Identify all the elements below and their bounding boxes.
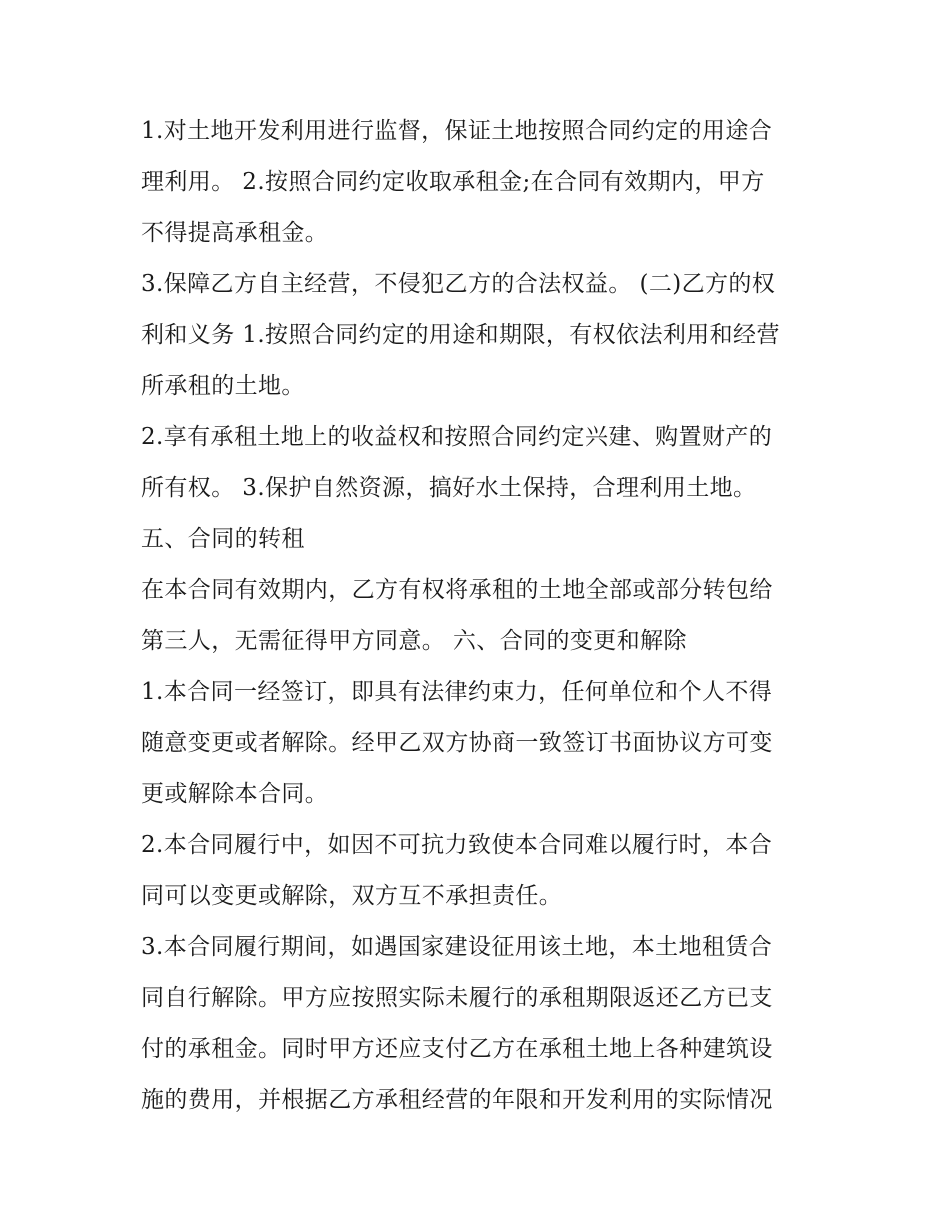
section-heading: 五、合同的转租 bbox=[141, 526, 305, 552]
text-line: 3.本合同履行期间，如遇国家建设征用该土地，本土地租赁合 bbox=[141, 934, 773, 960]
text-line: 付的承租金。同时甲方还应支付乙方在承租土地上各种建筑设 bbox=[141, 1036, 773, 1062]
text-line: 更或解除本合同。 bbox=[141, 781, 329, 807]
text-line: 2.享有承租土地上的收益权和按照合同约定兴建、购置财产的 bbox=[141, 424, 773, 450]
text-line: 在本合同有效期内，乙方有权将承租的土地全部或部分转包给 bbox=[141, 577, 773, 603]
text-line: 同自行解除。甲方应按照实际未履行的承租期限返还乙方已支 bbox=[141, 985, 773, 1011]
text-line: 所有权。 3.保护自然资源，搞好水土保持，合理利用土地。 bbox=[141, 475, 757, 501]
text-line: 第三人，无需征得甲方同意。 六、合同的变更和解除 bbox=[141, 628, 687, 654]
text-line: 所承租的土地。 bbox=[141, 373, 305, 399]
text-line: 不得提高承租金。 bbox=[141, 220, 329, 246]
text-line: 随意变更或者解除。经甲乙双方协商一致签订书面协议方可变 bbox=[141, 730, 773, 756]
text-line: 同可以变更或解除，双方互不承担责任。 bbox=[141, 883, 563, 909]
text-line: 1.本合同一经签订，即具有法律约束力，任何单位和个人不得 bbox=[141, 679, 773, 705]
text-line: 施的费用，并根据乙方承租经营的年限和开发利用的实际情况 bbox=[141, 1087, 773, 1113]
text-line: 3.保障乙方自主经营，不侵犯乙方的合法权益。 (二)乙方的权 bbox=[141, 271, 776, 297]
text-line: 利和义务 1.按照合同约定的用途和期限，有权依法利用和经营 bbox=[141, 322, 780, 348]
text-line: 理利用。 2.按照合同约定收取承租金;在合同有效期内，甲方 bbox=[141, 169, 765, 195]
document-body bbox=[141, 106, 821, 1126]
text-line: 2.本合同履行中，如因不可抗力致使本合同难以履行时，本合 bbox=[141, 832, 773, 858]
text-line: 1.对土地开发利用进行监督，保证土地按照合同约定的用途合 bbox=[141, 118, 773, 144]
